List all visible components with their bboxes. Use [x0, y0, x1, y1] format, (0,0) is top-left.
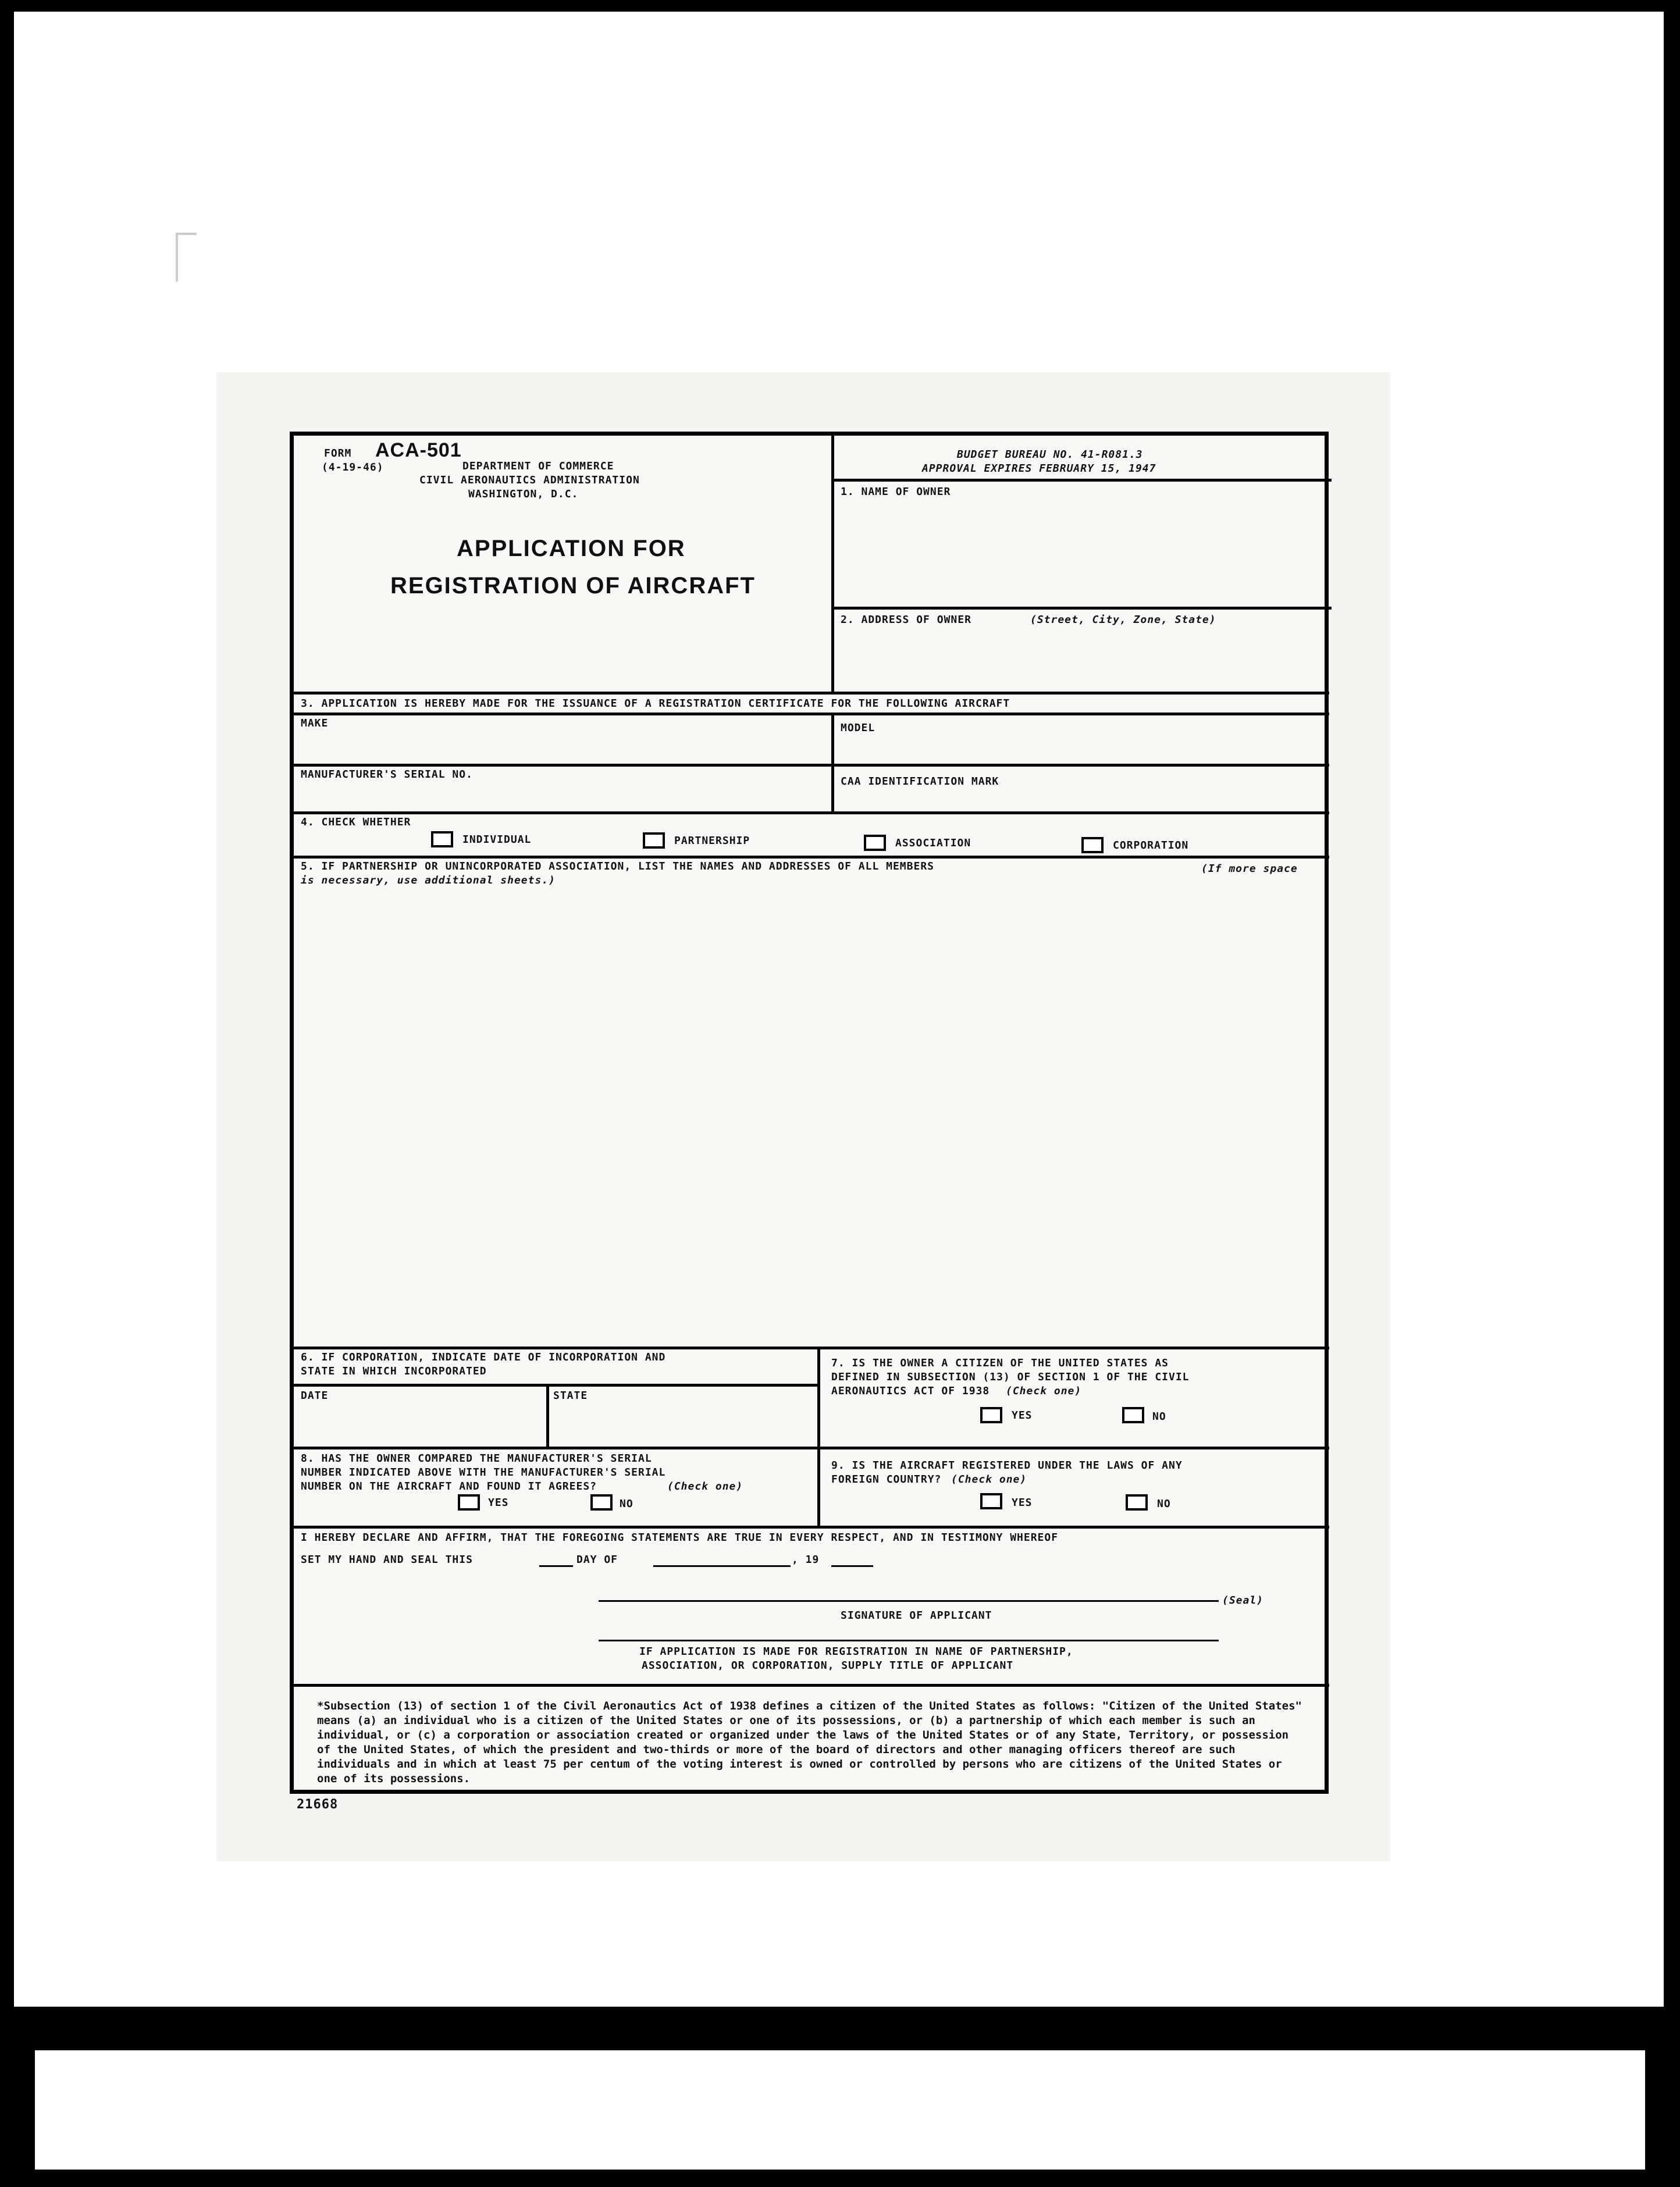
field-9-check-one: (Check one): [951, 1473, 1027, 1486]
model-label: MODEL: [841, 722, 875, 734]
signature-label: SIGNATURE OF APPLICANT: [841, 1609, 992, 1622]
field-7-check-one: (Check one): [1006, 1385, 1082, 1397]
form-title-line2: REGISTRATION OF AIRCRAFT: [390, 573, 756, 599]
month-blank[interactable]: [653, 1565, 791, 1567]
field-7-yes: YES: [1012, 1409, 1033, 1422]
seal-label: (Seal): [1222, 1594, 1264, 1607]
header-divider: [831, 436, 834, 692]
checkbox-association[interactable]: [864, 835, 886, 851]
field-2-hint: (Street, City, Zone, State): [1030, 614, 1216, 626]
state-label: STATE: [553, 1390, 588, 1402]
field-5-hint: (If more space: [1201, 863, 1298, 875]
field-9-no: NO: [1157, 1498, 1171, 1510]
checkbox-8-yes[interactable]: [458, 1494, 480, 1511]
checkbox-9-no[interactable]: [1126, 1494, 1148, 1511]
scanner-border-strip: [0, 2018, 1680, 2187]
form-title-line1: APPLICATION FOR: [457, 536, 686, 561]
checkbox-partnership[interactable]: [643, 832, 665, 849]
day-blank[interactable]: [539, 1565, 573, 1567]
title-line[interactable]: [599, 1640, 1219, 1641]
field-8-no: NO: [620, 1498, 633, 1510]
field-8-label-2: NUMBER INDICATED ABOVE WITH THE MANUFACTURER'S SERIAL: [301, 1466, 666, 1479]
approval-expires: APPROVAL EXPIRES FEBRUARY 15, 1947: [922, 462, 1156, 475]
registration-form: [290, 432, 1329, 1794]
form-date: (4-19-46): [322, 461, 384, 473]
form-number: ACA-501: [375, 439, 462, 461]
checkbox-8-no[interactable]: [590, 1494, 613, 1511]
field-7-label: 7. IS THE OWNER A CITIZEN OF THE UNITED STATES AS: [831, 1357, 1169, 1369]
form-label: FORM: [324, 447, 352, 460]
date-label: DATE: [301, 1390, 329, 1402]
option-partnership: PARTNERSHIP: [674, 835, 750, 847]
signature-line[interactable]: [599, 1600, 1219, 1602]
checkbox-7-yes[interactable]: [980, 1407, 1002, 1423]
field-7-label-2: DEFINED IN SUBSECTION (13) OF SECTION 1 OF THE CIVIL: [831, 1371, 1190, 1383]
field-8-check-one: (Check one): [667, 1480, 743, 1493]
title-instruction-2: ASSOCIATION, OR CORPORATION, SUPPLY TITLE OF APPLICANT: [642, 1659, 1014, 1672]
field-8-yes: YES: [488, 1497, 509, 1509]
option-individual: INDIVIDUAL: [462, 834, 532, 846]
declaration-year: , 19: [792, 1554, 820, 1566]
field-9-yes: YES: [1012, 1497, 1033, 1509]
dept-name: DEPARTMENT OF COMMERCE: [462, 460, 614, 472]
declaration-day-of: DAY OF: [576, 1554, 618, 1566]
field-8-label-3: NUMBER ON THE AIRCRAFT AND FOUND IT AGREES?: [301, 1480, 597, 1493]
option-association: ASSOCIATION: [895, 837, 971, 849]
field-9-label: 9. IS THE AIRCRAFT REGISTERED UNDER THE LAWS OF ANY: [831, 1459, 1183, 1472]
field-3-label: 3. APPLICATION IS HEREBY MADE FOR THE ISSUANCE OF A REGISTRATION CERTIFICATE FOR THE FOLLOWING AIRCRAFT: [301, 697, 1010, 710]
declaration-text: I HEREBY DECLARE AND AFFIRM, THAT THE FOREGOING STATEMENTS ARE TRUE IN EVERY RESPECT, AND IN TESTIMONY WHEREOF: [301, 1531, 1059, 1544]
serial-label: MANUFACTURER'S SERIAL NO.: [301, 768, 473, 781]
option-corporation: CORPORATION: [1113, 839, 1189, 852]
field-5-label: 5. IF PARTNERSHIP OR UNINCORPORATED ASSOCIATION, LIST THE NAMES AND ADDRESSES OF ALL MEMBERS: [301, 860, 934, 872]
corner-mark: [176, 233, 197, 282]
field-8-label: 8. HAS THE OWNER COMPARED THE MANUFACTURER'S SERIAL: [301, 1452, 652, 1465]
field-6-label-2: STATE IN WHICH INCORPORATED: [301, 1365, 487, 1377]
declaration-seal-this: SET MY HAND AND SEAL THIS: [301, 1554, 473, 1566]
checkbox-7-no[interactable]: [1122, 1407, 1144, 1423]
agency-name: CIVIL AERONAUTICS ADMINISTRATION: [419, 474, 640, 486]
field-5-hint-2: is necessary, use additional sheets.): [301, 874, 556, 886]
checkbox-9-yes[interactable]: [980, 1493, 1002, 1509]
budget-bureau: BUDGET BUREAU NO. 41-R081.3: [957, 448, 1143, 461]
caa-mark-label: CAA IDENTIFICATION MARK: [841, 775, 999, 788]
agency-city: WASHINGTON, D.C.: [468, 488, 579, 500]
field-1-label: 1. NAME OF OWNER: [841, 486, 951, 498]
checkbox-corporation[interactable]: [1081, 837, 1104, 853]
field-2-label: 2. ADDRESS OF OWNER: [841, 614, 971, 626]
field-7-no: NO: [1152, 1410, 1166, 1423]
field-6-label: 6. IF CORPORATION, INDICATE DATE OF INCORPORATION AND: [301, 1351, 666, 1363]
title-instruction: IF APPLICATION IS MADE FOR REGISTRATION IN NAME OF PARTNERSHIP,: [639, 1645, 1073, 1658]
field-7-label-3: AERONAUTICS ACT OF 1938: [831, 1385, 990, 1397]
field-9-label-2: FOREIGN COUNTRY?: [831, 1473, 942, 1486]
make-label: MAKE: [301, 717, 329, 729]
print-code: 21668: [297, 1797, 339, 1812]
field-4-label: 4. CHECK WHETHER: [301, 816, 411, 828]
year-blank[interactable]: [831, 1565, 873, 1567]
citizen-footnote: *Subsection (13) of section 1 of the Civil Aeronautics Act of 1938 defines a citizen of the United States as follows: "Citizen of the United States" means (a) an individual who is a citizen of the United States or one of its possessions, or (b) a partnership of which each member is such an individual, or (c) a corporation or association created or organized under the laws of the United States or of any State, Territory, or possession of the United States, of which the president and two-thirds or more of the board of directors and other managing officers thereof are such individuals and in which at least 75 per centum of the voting interest is owned or controlled by persons who are citizens of the United States or one of its possessions.: [317, 1700, 1302, 1785]
checkbox-individual[interactable]: [431, 831, 453, 847]
